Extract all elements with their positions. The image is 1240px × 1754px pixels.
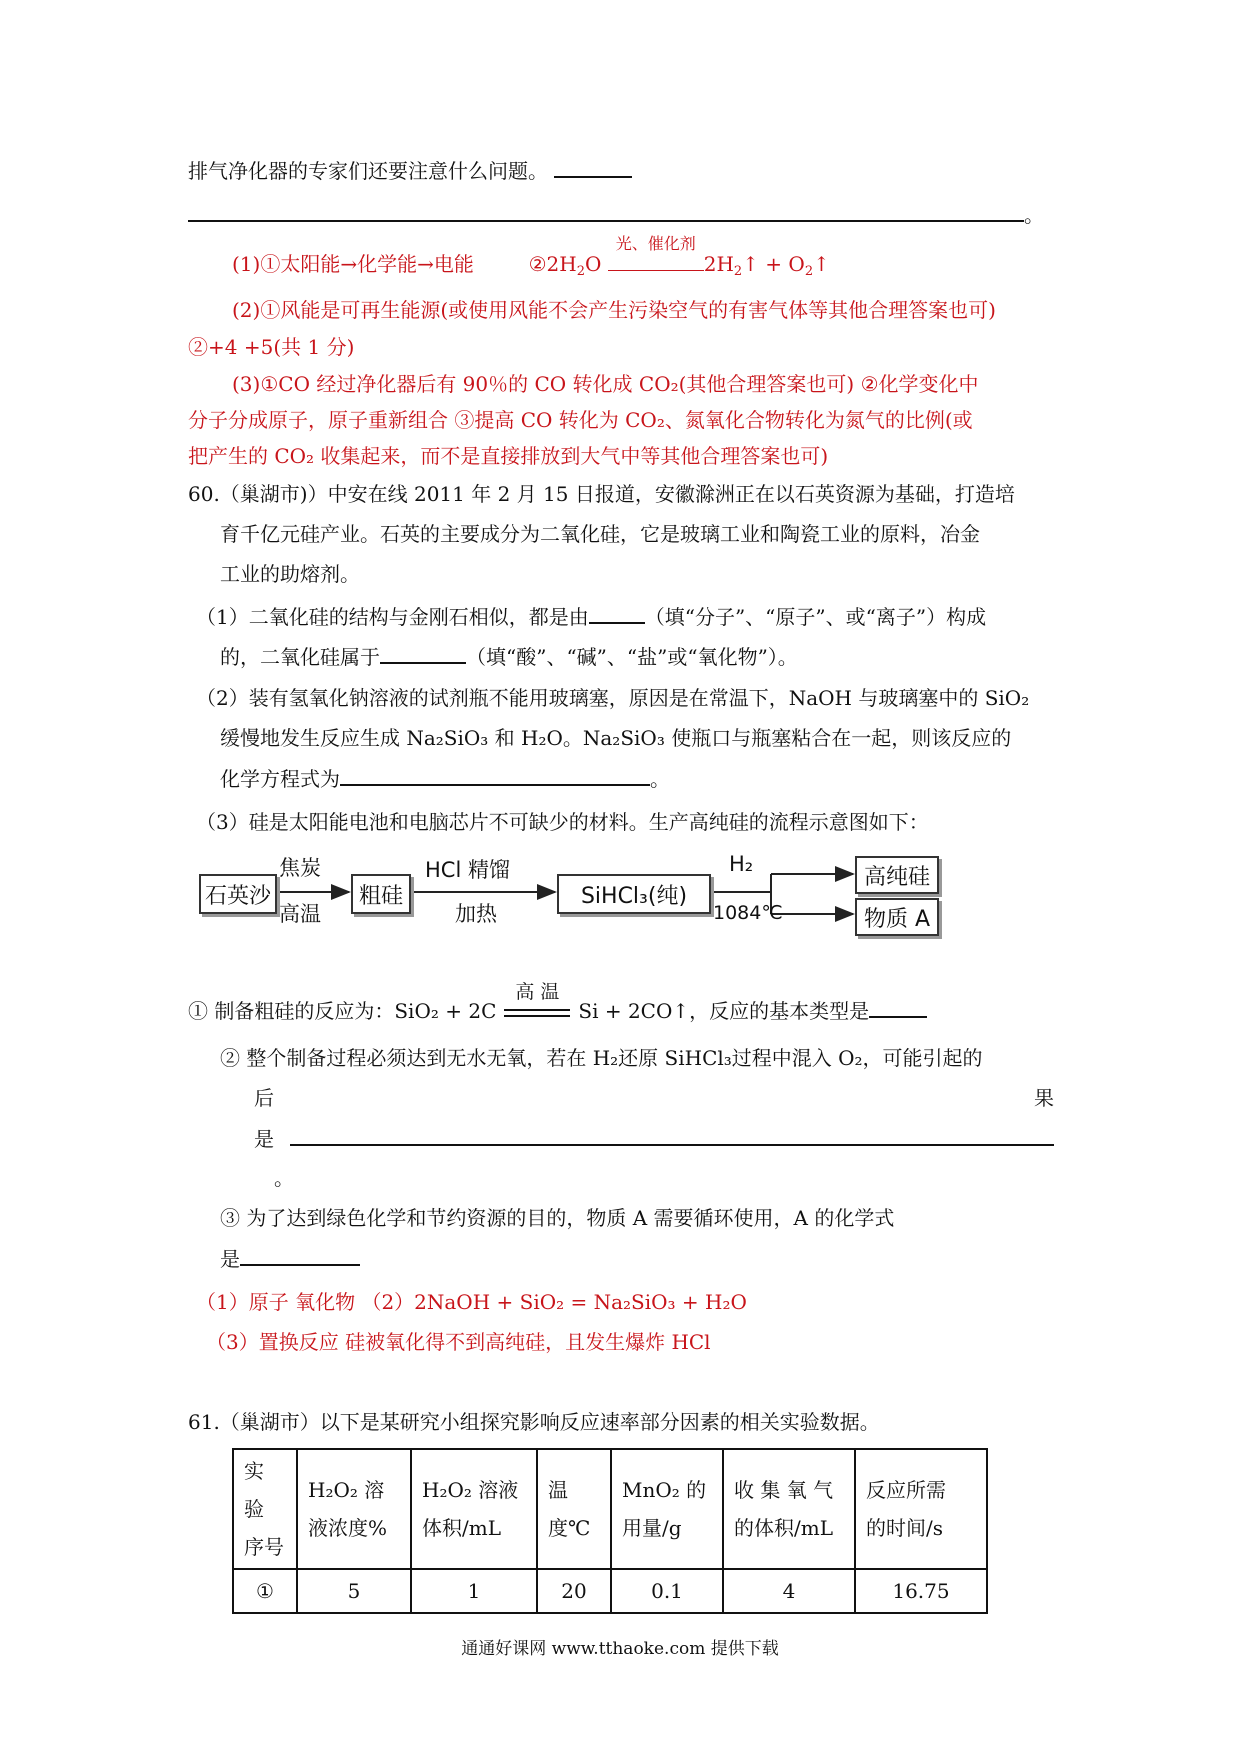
- q59-answer-2b: ②+4 +5(共 1 分): [188, 335, 355, 359]
- answer-blank[interactable]: [240, 1244, 360, 1266]
- q59-answer-3b: 分子分成原子，原子重新组合 ③提高 CO 转化为 CO₂、氮氧化合物转化为氮气的比例(或: [188, 408, 973, 432]
- q60-sub3-line1: ③ 为了达到绿色化学和节约资源的目的，物质 A 需要循环使用，A 的化学式: [220, 1206, 895, 1230]
- reaction-condition: 高 温: [504, 1006, 570, 1020]
- header-cell: H₂O₂ 溶液 体积/mL: [411, 1449, 537, 1569]
- q61-intro: 61.（巢湖市）以下是某研究小组探究影响反应速率部分因素的相关实验数据。: [188, 1410, 880, 1434]
- q60-sub2-guo: 果: [1034, 1086, 1054, 1110]
- q60-sub2-end: 。: [274, 1166, 294, 1190]
- process-flow-diagram: [193, 852, 953, 948]
- answer-blank[interactable]: [554, 156, 632, 178]
- table-cell: 0.1: [611, 1569, 723, 1613]
- step2-top-label: HCl 精馏: [425, 858, 510, 882]
- header-cell: 收 集 氧 气 的体积/mL: [723, 1449, 855, 1569]
- q60-part2-line1: （2）装有氢氧化钠溶液的试剂瓶不能用玻璃塞，原因是在常温下，NaOH 与玻璃塞中的 SiO₂: [196, 686, 1030, 710]
- box-sihcl3: SiHCl₃(纯): [557, 874, 711, 914]
- q60-sub2-line1: ② 整个制备过程必须达到无水无氧，若在 H₂还原 SiHCl₃过程中混入 O₂，可能引起的: [220, 1046, 983, 1070]
- q60-answer-2: （3）置换反应 硅被氧化得不到高纯硅，且发生爆炸 HCl: [206, 1330, 711, 1354]
- box-substance-a: 物质 A: [855, 898, 939, 936]
- step1-top-label: 焦炭: [279, 856, 321, 880]
- box-crude-silicon: 粗硅: [351, 874, 411, 914]
- q59-line2: 。: [188, 200, 1044, 229]
- q60-part2-line2: 缓慢地发生反应生成 Na₂SiO₃ 和 H₂O。Na₂SiO₃ 使瓶口与瓶塞粘合在一起，则该反应的: [220, 726, 1012, 750]
- q60-intro-1: 60.（巢湖市)）中安在线 2011 年 2 月 15 日报道，安徽滁洲正在以石英资源为基础，打造培: [188, 482, 1015, 506]
- page-footer: 通通好课网 www.tthaoke.com 提供下载: [461, 1639, 779, 1659]
- q60-sub2-hou: 后: [254, 1086, 274, 1110]
- answer-blank[interactable]: [589, 602, 645, 624]
- q60-intro-3: 工业的助熔剂。: [220, 562, 360, 586]
- q60-part1-line2: 的，二氧化硅属于 （填“酸”、“碱”、“盐”或“氧化物”）。: [220, 642, 798, 671]
- q60-answer-1: （1）原子 氧化物 （2）2NaOH + SiO₂ = Na₂SiO₃ + H₂O: [196, 1290, 747, 1314]
- header-cell: 反应所需 的时间/s: [855, 1449, 987, 1569]
- table-cell: 20: [537, 1569, 611, 1613]
- table-row: [233, 1569, 987, 1613]
- header-cell: 温 度℃: [537, 1449, 611, 1569]
- q60-sub2-line3: 是: [254, 1124, 1054, 1153]
- step3-top-label: H₂: [729, 852, 754, 876]
- q59-answer-2a: (2)①风能是可再生能源(或使用风能不会产生污染空气的有害气体等其他合理答案也可): [232, 298, 996, 322]
- answer-blank[interactable]: [380, 642, 466, 664]
- q59-answer-1: (1)①太阳能→化学能→电能 $②2H_2O$ 光、催化剂 $2H_2↑$ + $O_2↑$: [232, 234, 830, 279]
- box-high-purity-silicon: 高纯硅: [855, 856, 939, 894]
- q60-intro-2: 育千亿元硅产业。石英的主要成分为二氧化硅，它是玻璃工业和陶瓷工业的原料，冶金: [220, 522, 980, 546]
- q59-line1: 排气净化器的专家们还要注意什么问题。: [188, 156, 632, 185]
- table-cell: 16.75: [855, 1569, 987, 1613]
- table-cell: ①: [233, 1569, 297, 1613]
- q59-answer-3c: 把产生的 CO₂ 收集起来，而不是直接排放到大气中等其他合理答案也可): [188, 444, 829, 468]
- q60-sub1: ① 制备粗硅的反应为：SiO₂ + 2C 高 温 Si + 2CO↑，反应的基本类型是: [188, 996, 927, 1025]
- q59-answer-3a: (3)①CO 经过净化器后有 90％的 CO 转化成 CO₂(其他合理答案也可) ②化学变化中: [232, 372, 979, 396]
- reaction-condition: 光、催化剂: [608, 250, 704, 278]
- experiment-table: [232, 1448, 988, 1614]
- box-quartz-sand: 石英沙: [199, 874, 277, 914]
- answer-blank[interactable]: [188, 200, 1024, 222]
- q60-part2-line3: 化学方程式为 。: [220, 764, 670, 793]
- table-cell: 5: [297, 1569, 411, 1613]
- table-cell: 1: [411, 1569, 537, 1613]
- answer-blank[interactable]: [290, 1124, 1054, 1146]
- q60-part1-line1: （1）二氧化硅的结构与金刚石相似，都是由 （填“分子”、“原子”、或“离子”）构成: [196, 602, 986, 631]
- answer-blank[interactable]: [869, 996, 927, 1018]
- table-cell: 4: [723, 1569, 855, 1613]
- answer-blank[interactable]: [340, 764, 650, 786]
- step2-bottom-label: 加热: [455, 902, 497, 926]
- q60-part3: （3）硅是太阳能电池和电脑芯片不可缺少的材料。生产高纯硅的流程示意图如下：: [196, 810, 929, 834]
- table-header-row: [233, 1449, 987, 1569]
- q60-sub3-line2: 是: [220, 1244, 360, 1273]
- header-cell: H₂O₂ 溶 液浓度%: [297, 1449, 411, 1569]
- step3-bottom-label: 1084℃: [713, 902, 783, 924]
- header-cell: MnO₂ 的 用量/g: [611, 1449, 723, 1569]
- step1-bottom-label: 高温: [279, 902, 321, 926]
- header-cell: 实 验 序号: [233, 1449, 297, 1569]
